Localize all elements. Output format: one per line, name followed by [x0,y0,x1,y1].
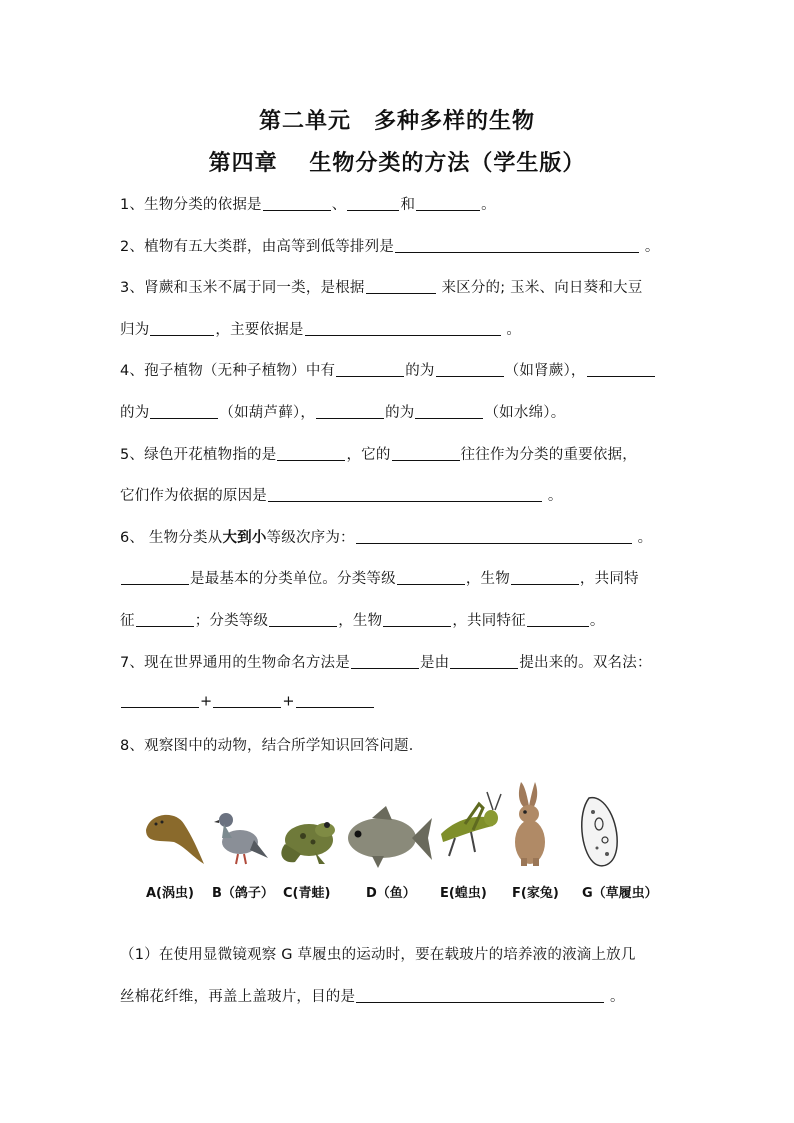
question-8-1-line-1: （1）在使用显微镜观察 G 草履虫的运动时，要在载玻片的培养液的液滴上放几 [120,947,636,963]
question-4-line-2: 的为 （如葫芦藓）， 的为 （如水绵）。 [120,405,566,421]
blank[interactable] [356,988,604,1004]
blank[interactable] [305,321,501,337]
animal-label: C(青蛙) [283,886,331,901]
blank[interactable] [527,612,589,628]
grasshopper-image [435,790,505,866]
blank[interactable] [416,196,480,212]
blank[interactable] [296,692,374,708]
animal-label: G（草履虫） [582,886,658,901]
question-8-1-line-2: 丝棉花纤维，再盖上盖玻片，目的是 。 [120,989,625,1005]
chapter-title: 第四章 生物分类的方法（学生版） [208,151,586,176]
question-7-line-1: 7、现在世界通用的生物命名方法是 是由 提出来的。双名法： [120,655,652,671]
question-5-line-2: 它们作为依据的原因是 。 [120,488,563,504]
question-6-line-2: 是最基本的分类单位。分类等级 ，生物 ，共同特 [120,567,639,588]
blank[interactable] [356,529,632,545]
animal-label: B（鸽子） [212,886,274,901]
blank[interactable] [395,238,639,254]
rabbit-image [505,778,555,868]
blank[interactable] [121,692,199,708]
blank[interactable] [121,570,189,586]
blank[interactable] [213,692,281,708]
blank[interactable] [397,570,465,586]
blank[interactable] [347,196,399,212]
pigeon-image [210,802,270,872]
question-3-line-2: 归为 ，主要依据是 。 [120,322,522,338]
animal-label: E(蝗虫) [440,886,487,901]
blank[interactable] [392,446,460,462]
fish-image [342,804,434,872]
blank[interactable] [263,196,331,212]
question-6-line-1: 6、 生物分类从大到小等级次序为： 。 [120,530,653,546]
question-2: 2、植物有五大类群，由高等到低等排列是 。 [120,239,660,255]
blank[interactable] [336,362,404,378]
blank[interactable] [511,570,579,586]
blank[interactable] [366,279,436,295]
blank[interactable] [316,404,384,420]
animal-label: F(家兔) [512,886,559,901]
blank[interactable] [415,404,483,420]
question-8: 8、观察图中的动物，结合所学知识回答问题． [120,738,424,754]
blank[interactable] [136,612,194,628]
blank[interactable] [150,321,214,337]
question-1: 1、生物分类的依据是 、 和 。 [120,197,496,213]
question-6-line-3: 征 ；分类等级 ，生物 ，共同特征 。 [120,613,605,629]
flatworm-image [140,800,210,870]
blank[interactable] [269,612,337,628]
frog-image [275,810,341,868]
blank[interactable] [150,404,218,420]
paramecium-image [575,792,625,872]
blank[interactable] [450,654,518,670]
question-3-line-1: 3、肾蕨和玉米不属于同一类，是根据 来区分的; 玉米、向日葵和大豆 [120,280,643,296]
question-5-line-1: 5、绿色开花植物指的是 ，它的 往往作为分类的重要依据， [120,447,637,463]
animal-figure [120,770,680,910]
blank[interactable] [383,612,451,628]
animal-label: A(涡虫) [146,886,194,901]
animal-label: D（鱼） [366,886,416,901]
question-4-line-1: 4、孢子植物（无种子植物）中有 的为 （如肾蕨）， [120,359,656,380]
blank[interactable] [277,446,345,462]
blank[interactable] [587,362,655,378]
question-7-line-2: + + [120,692,375,710]
blank[interactable] [436,362,504,378]
unit-title: 第二单元 多种多样的生物 [258,109,535,134]
blank[interactable] [268,487,542,503]
blank[interactable] [351,654,419,670]
